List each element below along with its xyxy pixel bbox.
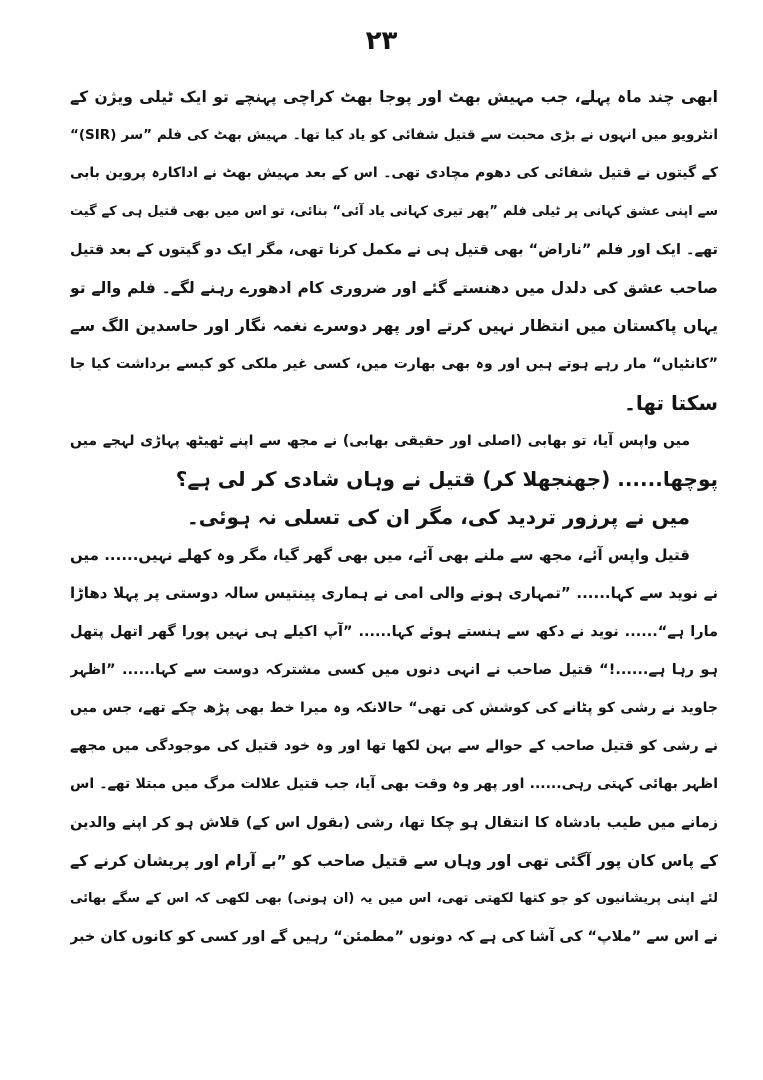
- text-line: اظہر بھائی کہتی رہی...... اور پھر وہ وقت بھی آیا، جب قتیل علالت مرگ میں مبتلا تھے۔ اس: [70, 776, 718, 793]
- text-line: صاحب عشق کی دلدل میں دھنستے گئے اور ضروری کام ادھورے رہنے لگے۔ فلم والے تو: [70, 278, 718, 297]
- text-line: انٹرویو میں انہوں نے بڑی محبت سے قتیل شفائی کو یاد کیا تھا۔ مہیش بھٹ کی فلم ”سر (SIR)“: [70, 127, 718, 144]
- text-line: سے اپنی عشق کہانی پر ٹیلی فلم ”پھر تیری کہانی یاد آئی“ بنائی، تو اس میں بھی قتیل ہی کے گیت: [70, 203, 718, 219]
- page-number: ۲۳: [365, 26, 398, 56]
- text-line: میں واپس آیا، تو بھابی (اصلی اور حقیقی بھابی) نے مجھ سے اپنے ٹھیٹھ پہاڑی لہجے میں: [70, 432, 690, 449]
- text-line: نے اس سے ”ملاپ“ کی آشا کی ہے کہ دونوں ”مطمئن“ رہیں گے اور کسی کو کانوں کان خبر: [70, 929, 718, 946]
- text-line: ہو رہا ہے......!“ قتیل صاحب نے انہی دنوں میں کسی مشترکہ دوست سے کہا...... ”اظہر: [70, 661, 718, 678]
- text-line: قتیل واپس آئے، مجھ سے ملنے بھی آئے، میں بھی گھر گیا، مگر وہ کھلے نہیں...... میں: [70, 546, 690, 565]
- text-line: ابھی چند ماہ پہلے، جب مہیش بھٹ اور پوجا بھٹ کراچی پہنچے تو ایک ٹیلی ویژن کے: [70, 88, 718, 106]
- text-line: تھے۔ ایک اور فلم ”ناراض“ بھی قتیل ہی نے مکمل کرنا تھی، مگر ایک دو گیتوں کے بعد قتیل: [70, 241, 718, 258]
- text-line: زمانے میں طیب بادشاہ کا انتقال ہو چکا تھا، رشی (بقول اس کے) قلاش ہو کر اپنے والدین: [70, 814, 718, 831]
- text-line: نے نوید سے کہا...... ”تمہاری ہونے والی امی نے ہماری پینتیس سالہ دوستی پر پہلا دھاڑا: [70, 584, 718, 603]
- text-line: میں نے پرزور تردید کی، مگر ان کی تسلی نہ ہوئی۔: [186, 505, 690, 530]
- body-text: [70, 78, 718, 956]
- text-line: سکتا تھا۔: [624, 390, 718, 415]
- text-line: نے رشی کو قتیل صاحب کے حوالے سے بہن لکھا تھا اور وہ خود قتیل کی موجودگی میں مجھے: [70, 738, 718, 755]
- text-line: یہاں پاکستان میں انتظار نہیں کرتے اور پھر دوسرے نغمہ نگار اور حاسدین الگ سے: [70, 316, 718, 336]
- text-line: لئے اپنی پریشانیوں کو جو کتھا لکھتی تھی، اس میں یہ (ان ہونی) بھی لکھی کہ اس کے سگے بھائی: [70, 890, 718, 906]
- text-line: پوچھا...... (جھنجھلا کر) قتیل نے وہاں شادی کر لی ہے؟: [175, 466, 718, 491]
- text-line: مارا ہے“...... نوید نے دکھ سے ہنستے ہوئے کہا...... ”آپ اکیلے ہی نہیں پورا گھر اتھل پتھل: [70, 623, 718, 640]
- text-line: کے گیتوں نے قتیل شفائی کی دھوم مچادی تھی۔ اس کے بعد مہیش بھٹ نے اداکارہ پروین بابی: [70, 165, 718, 182]
- text-line: جاوید نے رشی کو پٹانے کی کوشش کی تھی“ حالانکہ وہ میرا خط بھی پڑھ چکے تھے، جس میں: [70, 700, 718, 716]
- text-line: ”کانٹیاں“ مار رہے ہوتے ہیں اور وہ بھی بھارت میں، کسی غیر ملکی کو کیسے برداشت کیا جا: [70, 356, 718, 373]
- text-line: کے پاس کان پور آگئی تھی اور وہاں سے قتیل صاحب کو ”بے آرام اور پریشان کرنے کے: [70, 851, 718, 870]
